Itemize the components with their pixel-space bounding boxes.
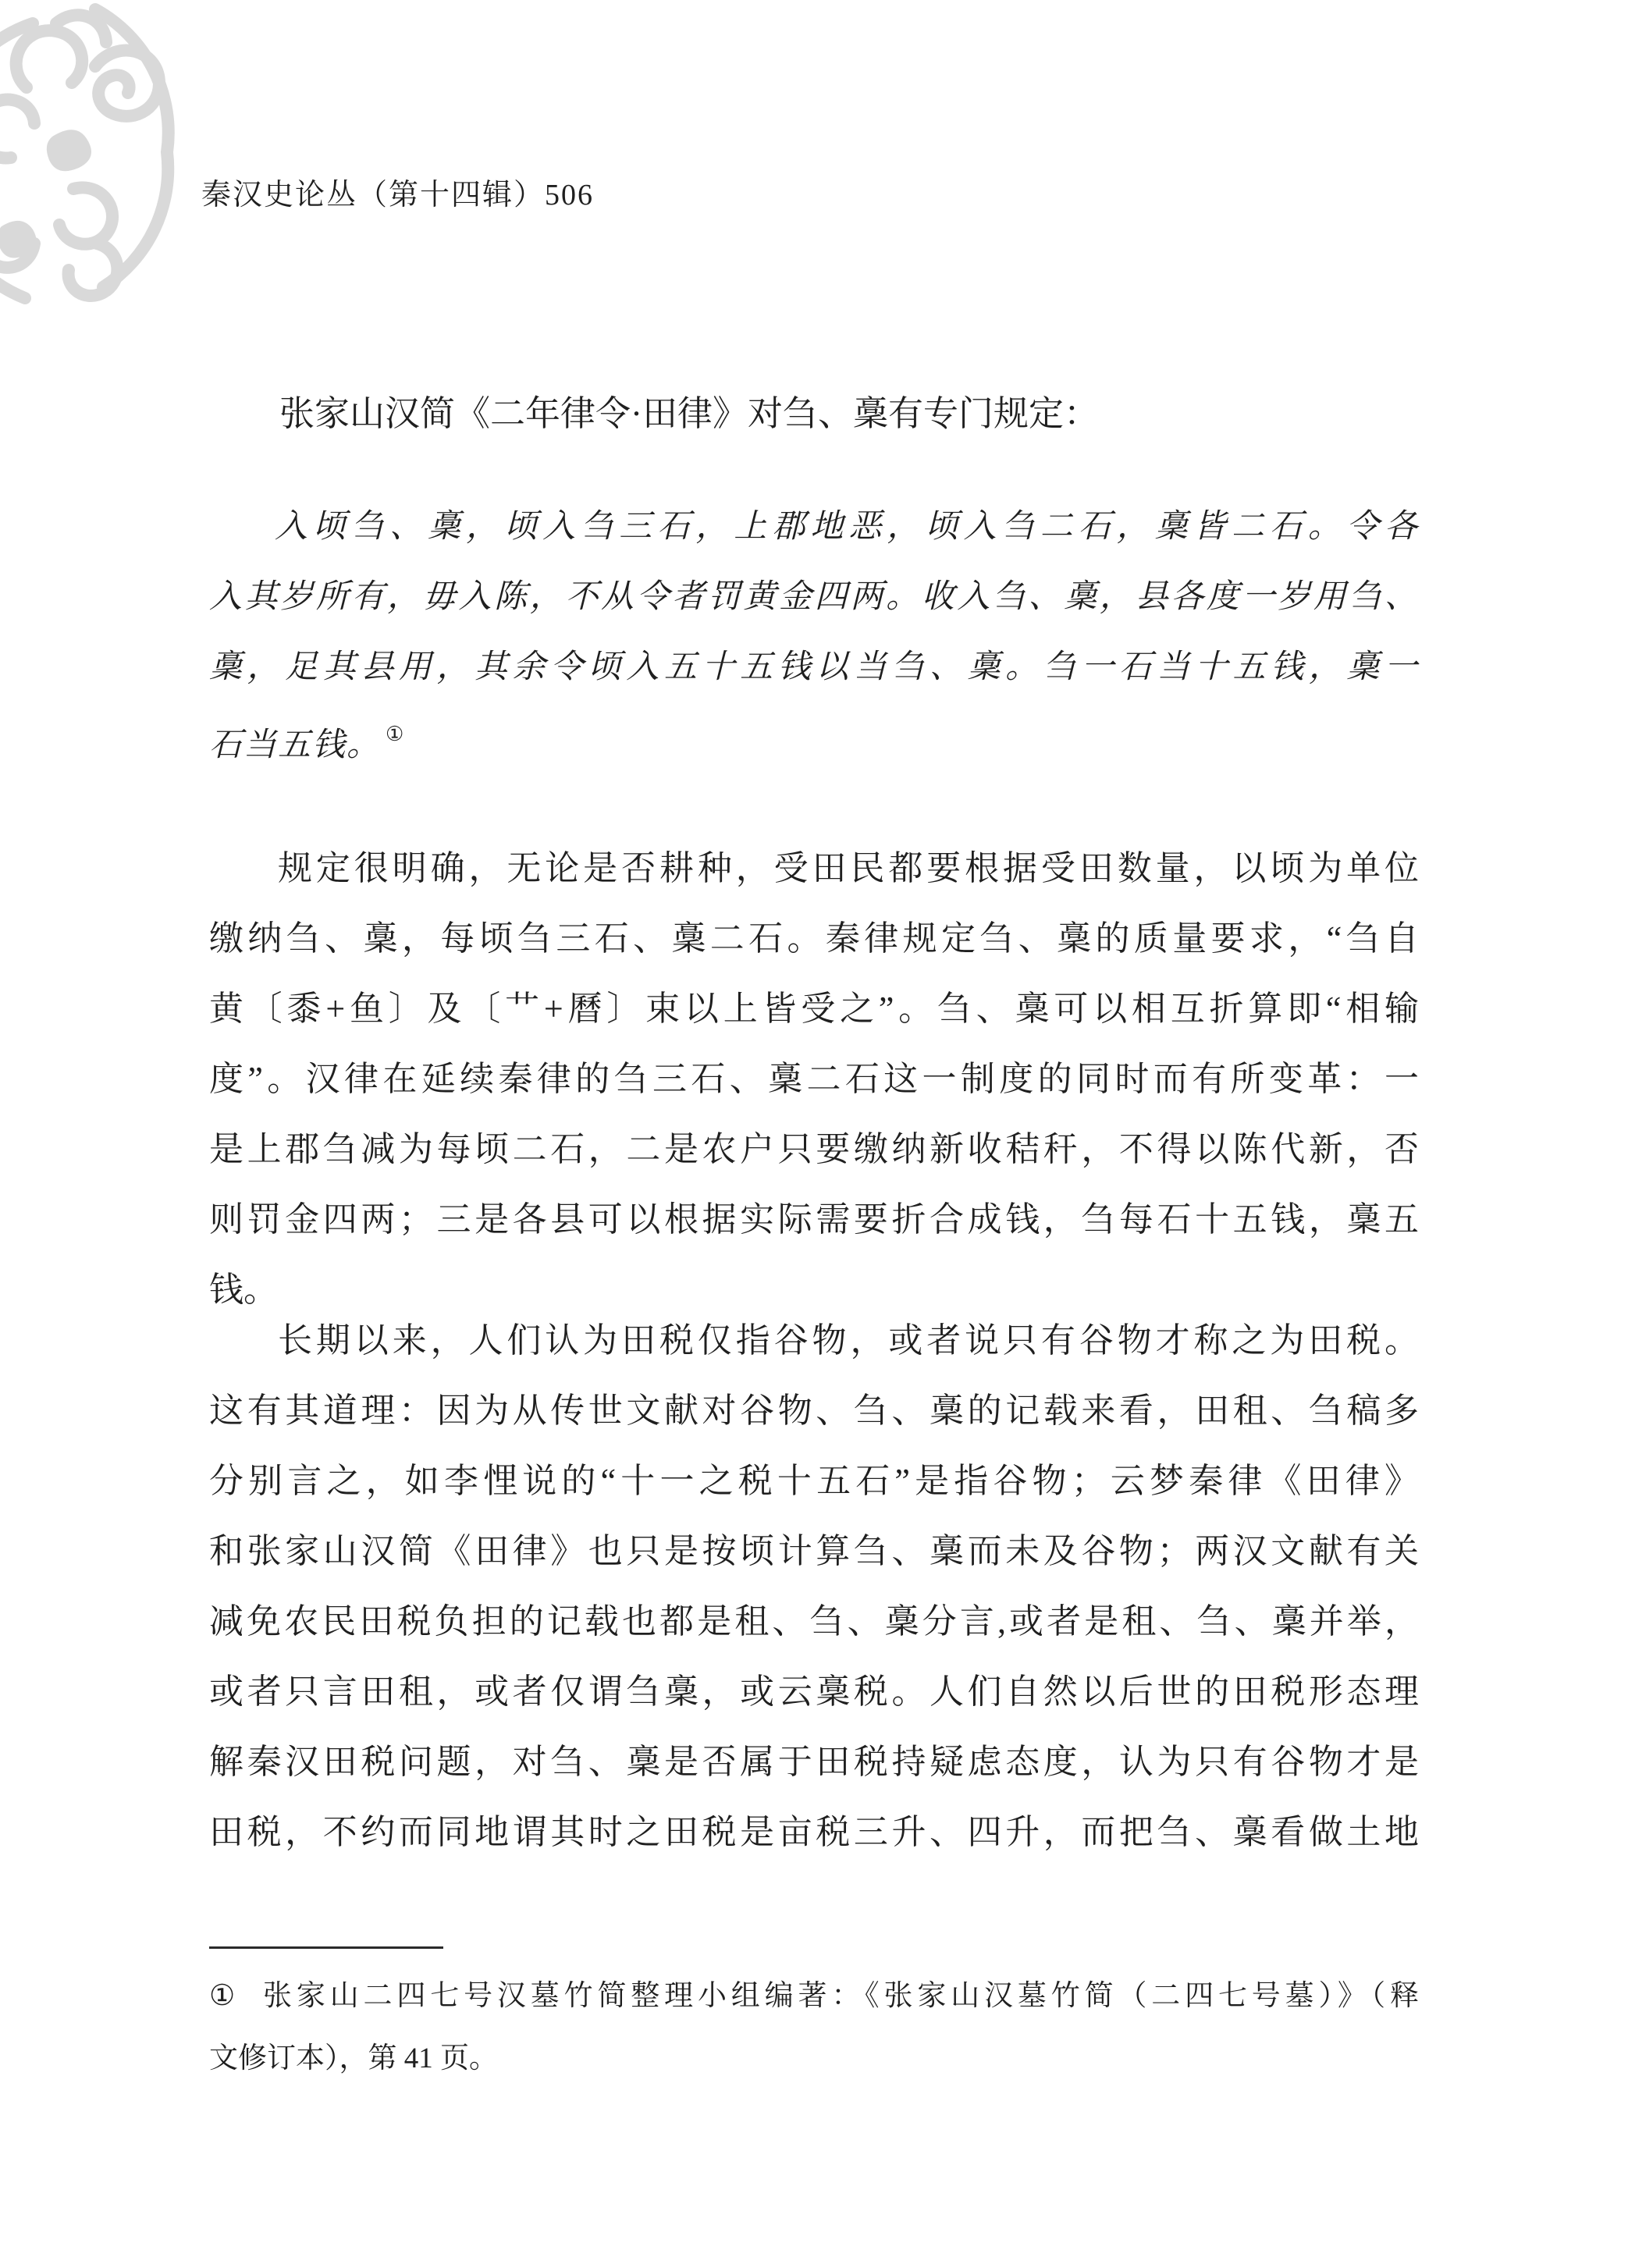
quote-line: [209, 702, 1419, 780]
body-line: 解秦汉田税问题，对刍、稾是否属于田税持疑虑态度，认为只有谷物才是: [209, 1743, 1419, 1781]
footnote-line: [209, 1965, 1419, 2028]
block-quote: [209, 492, 1419, 780]
body-line: 田税，不约而同地谓其时之田税是亩税三升、四升，而把刍、稾看做土地: [209, 1813, 1419, 1851]
body-line: 缴纳刍、稾，每顷刍三石、稾二石。秦律规定刍、稾的质量要求，“刍自: [209, 919, 1419, 958]
intro-paragraph: 张家山汉简《二年律令·田律》对刍、稾有专门规定：: [279, 394, 1099, 433]
body-line: 和张家山汉简《田律》也只是按顷计算刍、稾而未及谷物；两汉文献有关: [209, 1532, 1419, 1570]
quote-line: 稾，足其县用，其余令顷入五十五钱以当刍、稾。刍一石当十五钱，稾一: [209, 649, 1419, 685]
quote-line-text: 石当五钱。: [209, 727, 382, 763]
quote-line: 入顷刍、稾，顷入刍三石，上郡地恶，顷入刍二石，稾皆二石。令各: [275, 509, 1419, 545]
body-line: 则罚金四两；三是各县可以根据实际需要折合成钱，刍每石十五钱，稾五: [209, 1200, 1419, 1239]
footnote-line: 文修订本），第 41 页。: [209, 2042, 498, 2074]
decorative-watermark-icon: [0, 0, 197, 328]
body-paragraph-1: [209, 834, 1419, 1325]
footnote-ref: ①: [386, 723, 406, 745]
body-line: 钱。: [209, 1271, 278, 1309]
running-header: [201, 170, 594, 213]
body-line: 分别言之，如李悝说的“十一之税十五石”是指谷物；云梦秦律《田律》: [209, 1462, 1419, 1500]
body-line: 长期以来，人们认为田税仅指谷物，或者说只有谷物才称之为田税。: [278, 1321, 1419, 1360]
body-line: 或者只言田租，或者仅谓刍稾，或云稾税。人们自然以后世的田税形态理: [209, 1673, 1419, 1711]
series-title: 秦汉史论丛（第十四辑）: [201, 179, 546, 212]
body-line: 度”。汉律在延续秦律的刍三石、稾二石这一制度的同时而有所变革：一: [209, 1060, 1419, 1098]
body-line: 减免农民田税负担的记载也都是租、刍、稾分言,或者是租、刍、稾并举，: [209, 1602, 1419, 1641]
page-number: 506: [545, 179, 595, 212]
footnote-text: 张家山二四七号汉墓竹简整理小组编著：《张家山汉墓竹简（二四七号墓）》（释: [263, 1980, 1419, 2012]
body-line: 规定很明确，无论是否耕种，受田民都要根据受田数量，以顷为单位: [278, 849, 1419, 887]
footnote-marker: ①: [209, 1980, 240, 2012]
body-line: 这有其道理：因为从传世文献对谷物、刍、稾的记载来看，田租、刍稿多: [209, 1392, 1419, 1430]
quote-line: 入其岁所有，毋入陈，不从令者罚黄金四两。收入刍、稾，县各度一岁用刍、: [209, 579, 1419, 615]
body-line: 黄〔黍+鱼〕及〔艹+曆〕束以上皆受之”。刍、稾可以相互折算即“相输: [209, 990, 1419, 1028]
footnote-divider: [209, 1946, 443, 1949]
body-paragraph-2: [209, 1306, 1419, 1868]
footnote-area: [209, 1965, 1419, 2090]
body-line: 是上郡刍减为每顷二石，二是农户只要缴纳新收秸秆，不得以陈代新，否: [209, 1130, 1419, 1168]
